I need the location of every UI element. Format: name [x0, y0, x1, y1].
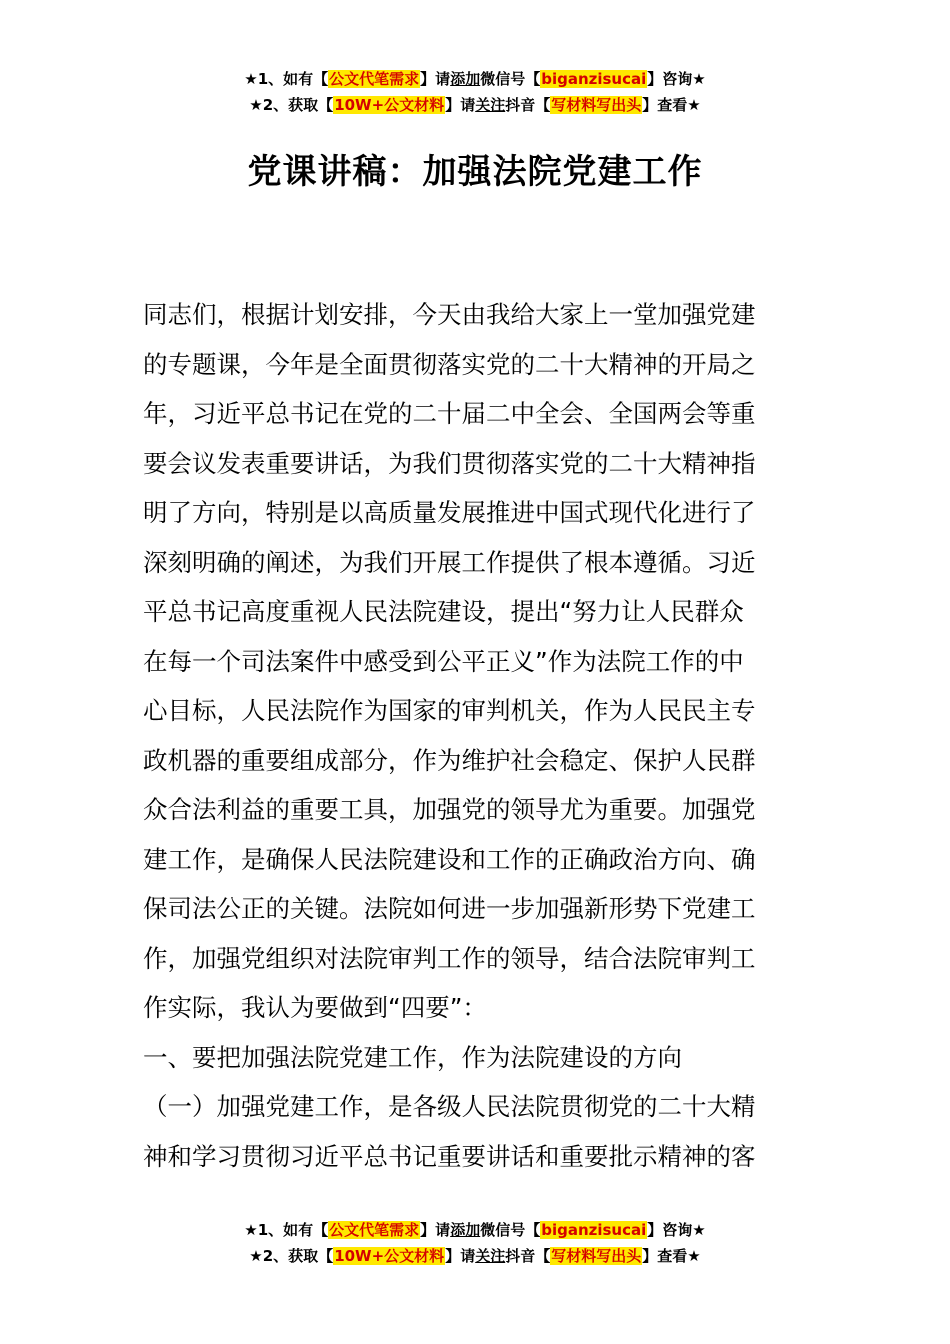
body-line: 平总书记高度重视人民法院建设，提出“努力让人民群众: [143, 597, 744, 626]
body-line: 政机器的重要组成部分，作为维护社会稳定、保护人民群: [143, 745, 756, 775]
body-line: 神和学习贯彻习近平总书记重要讲话和重要批示精神的客: [143, 1141, 756, 1171]
footer-banner: [0, 1217, 950, 1269]
header-banner: [0, 66, 950, 118]
body-line: 保司法公正的关键。法院如何进一步加强新形势下党建工: [143, 894, 756, 923]
body-line: 年，习近平总书记在党的二十届二中全会、全国两会等重: [143, 399, 756, 428]
body-line: 要会议发表重要讲话，为我们贯彻落实党的二十大精神指: [143, 448, 756, 478]
banner-highlight: 公文代笔需求: [329, 1221, 420, 1239]
wechat-id-highlight: biganzisucai: [541, 1221, 647, 1239]
banner-line-2: ★2、获取【10W+公文材料】请关注抖音【写材料写出头】查看★: [249, 1247, 701, 1265]
document-body: [143, 290, 807, 1181]
banner-line-1: ★1、如有【公文代笔需求】请添加微信号【biganzisucai】咨询★: [244, 1221, 706, 1239]
wechat-id-highlight: biganzisucai: [541, 70, 647, 88]
banner-line-2: ★2、获取【10W+公文材料】请关注抖音【写材料写出头】查看★: [249, 96, 701, 114]
body-line: 心目标，人民法院作为国家的审判机关，作为人民民主专: [143, 696, 756, 725]
body-line: 的专题课，今年是全面贯彻落实党的二十大精神的开局之: [143, 349, 756, 379]
body-line: 作，加强党组织对法院审判工作的领导，结合法院审判工: [143, 943, 756, 973]
douyin-highlight: 写材料写出头: [551, 1247, 642, 1265]
body-line: 同志们，根据计划安排，今天由我给大家上一堂加强党建: [143, 300, 756, 329]
document-title: 党课讲稿：加强法院党建工作: [247, 152, 703, 192]
banner-highlight: 10W+公文材料: [334, 1247, 445, 1265]
body-line: 明了方向，特别是以高质量发展推进中国式现代化进行了: [143, 498, 756, 527]
banner-line-1: ★1、如有【公文代笔需求】请添加微信号【biganzisucai】咨询★: [244, 70, 706, 88]
douyin-highlight: 写材料写出头: [551, 96, 642, 114]
body-line: 深刻明确的阐述，为我们开展工作提供了根本遵循。习近: [143, 547, 756, 577]
body-line: 作实际，我认为要做到“四要”：: [143, 993, 487, 1022]
body-line: 建工作，是确保人民法院建设和工作的正确政治方向、确: [143, 844, 756, 874]
body-line: 众合法利益的重要工具，加强党的领导尤为重要。加强党: [143, 795, 756, 824]
banner-highlight: 10W+公文材料: [334, 96, 445, 114]
banner-highlight: 公文代笔需求: [329, 70, 420, 88]
subsection-heading: （一）加强党建工作，是各级人民法院贯彻党的二十大精: [143, 1092, 756, 1121]
section-heading: 一、要把加强法院党建工作，作为法院建设的方向: [143, 1042, 682, 1072]
body-line: 在每一个司法案件中感受到公平正义”作为法院工作的中: [143, 646, 744, 676]
